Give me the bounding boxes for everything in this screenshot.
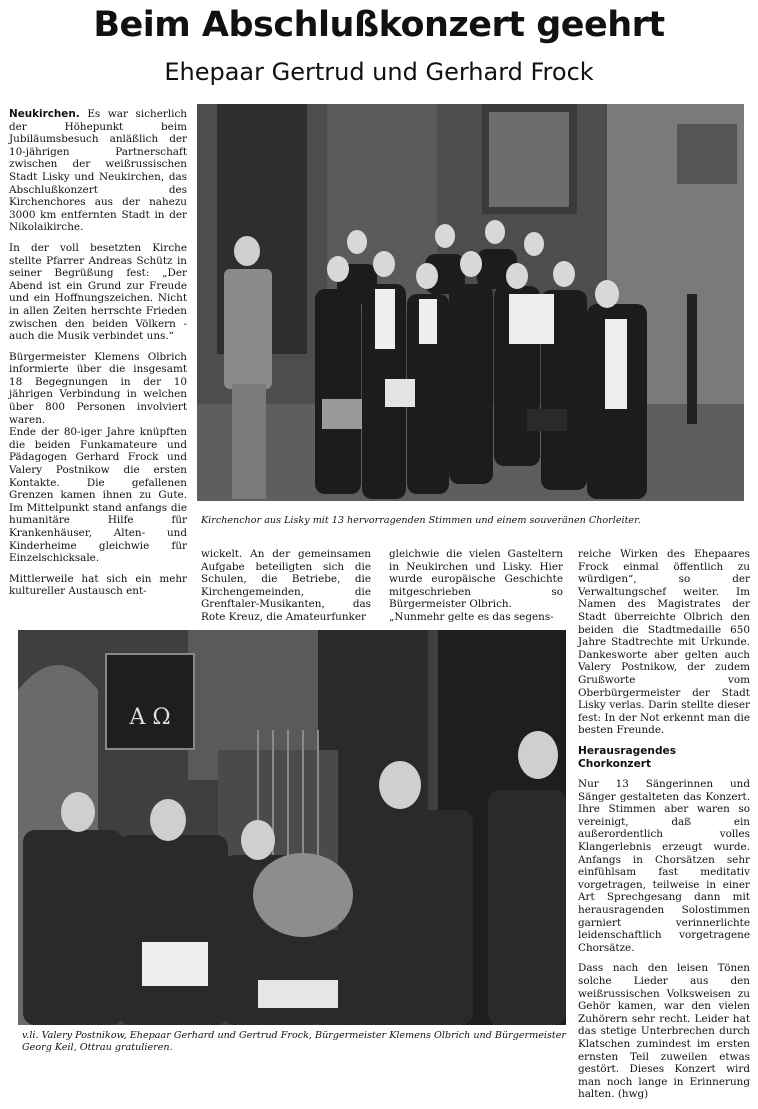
column-3 — [389, 548, 563, 624]
paragraph-mayor: Bürgermeister Klemens Olbrich informierte über die insgesamt 18 Begegnungen in der 10 jährigen Verbindung in welchen über 800 Personen involviert waren. — [9, 350, 187, 426]
honor-photo — [18, 630, 566, 1025]
choir-photo-caption: Kirchenchor aus Lisky mit 13 hervorragenden Stimmen und einem souveränen Chorleiter. — [201, 515, 641, 526]
paragraph-participants: wickelt. An der gemeinsamen Aufgabe beteiligten sich die Schulen, die Betriebe, die Kirchengemeinden, die Grenftaler-Musikanten, das Rote Kreuz, die Amateurfunker — [201, 548, 371, 623]
paragraph-history: Ende der 80-iger Jahre knüpften die beiden Funkamateure und Pädagogen Gerhard Frock und Valery Postnikow die ersten Kontakte. Die gefallenen Grenzen kamen ihnen zu Gute. Im Mittelpunkt stand anfangs die humanitäre Hilfe für Krankenhäuser, Alten- und Kinderheime gleichwie für Einzelschicksale. — [9, 426, 187, 565]
subheadline: Ehepaar Gertrud und Gerhard Frock — [164, 58, 594, 86]
choir-photo-illustration — [197, 104, 744, 501]
column-1 — [9, 108, 187, 606]
subhead-choir-concert: Herausragendes Chorkonzert — [578, 744, 677, 770]
paragraph-concert: Nur 13 Sängerinnen und Sänger gestalteten das Konzert. Ihre Stimmen aber waren so vereinigt, daß ein außerordentlich volles Klangerlebnis erzeugt wurde. Anfangs in Chorsätzen sehr einfühlsam fast meditativ vorgetragen, teilweise in einer Art Sprechgesang dann mit herausragenden Solostimmen garniert verinnerlichte leidenschaftlich vorgetragene Chorsätze. — [578, 778, 750, 954]
paragraph-folk-songs: Dass nach den leisen Tönen solche Lieder aus den weißrussischen Volksweisen zu Gehör kamen, war den vielen Zuhörern sehr recht. Leider hat das stetige Unterbrechen durch Klatschen zumindest im ersten ernsten Teil zuweilen etwas gestört. Dieses Konzert wird man noch lange in Erinnerung halten. (hwg) — [578, 962, 750, 1101]
honor-photo-illustration — [18, 630, 566, 1025]
paragraph-quote-start: „Nunmehr gelte es das segens- — [389, 610, 554, 623]
paragraph-honor: reiche Wirken des Ehepaares Frock einmal öffentlich zu würdigen“, so der Verwaltungschef weiter. Im Namen des Magistrates der Stadt überreichte Olbrich den beiden die Stadtmedaille 650 Jahre Stadtrechte mit Urkunde. Dankesworte aber gelten auch Valery Postnikow, der zudem Grußworte vom Oberbürgermeister der Stadt Lisky verlas. Darin stellte dieser fest: In der Not erkennt man die besten Freunde. — [578, 548, 750, 737]
paragraph-greeting: In der voll besetzten Kirche stellte Pfarrer Andreas Schütz in seiner Begrüßung fest: „Der Abend ist ein Grund zur Freude und ein Hoffnungszeichen. Nicht in allen Zeiten herrschte Frieden zwischen den beiden Völkern - auch die Musik verbindet uns.“ — [9, 241, 187, 343]
paragraph-intro — [9, 108, 187, 234]
paragraph-guest-parents: gleichwie die vielen Gasteltern in Neukirchen und Lisky. Hier wurde europäische Geschichte mitgeschrieben so Bürgermeister Olbrich. — [389, 548, 563, 611]
column-4 — [578, 548, 750, 1109]
headline: Beim Abschlußkonzert geehrt — [93, 5, 665, 45]
column-2 — [201, 548, 371, 624]
paragraph-exchange: Mittlerweile hat sich ein mehr kultureller Austausch ent- — [9, 572, 187, 598]
alpha-omega-banner-text: A Ω — [129, 705, 171, 730]
honor-photo-caption: v.li. Valery Postnikow, Ehepaar Gerhard und Gertrud Frock, Bürgermeister Klemens Olbrich und Bürgermeister Georg Keil, Ottrau gratulieren. — [22, 1030, 567, 1053]
dateline: Neukirchen. — [9, 108, 80, 120]
paragraph-intro-text: Es war sicherlich der Höhepunkt beim Jubiläumsbesuch anläßlich der 10-jährigen Partnerschaft zwischen der weißrussischen Stadt Lisky und Neukirchen, das Abschlußkonzert des Kirchenchores aus der nahezu 3000 km entfernten Stadt in der Nikolaikirche. — [9, 108, 187, 234]
choir-photo — [197, 104, 744, 501]
